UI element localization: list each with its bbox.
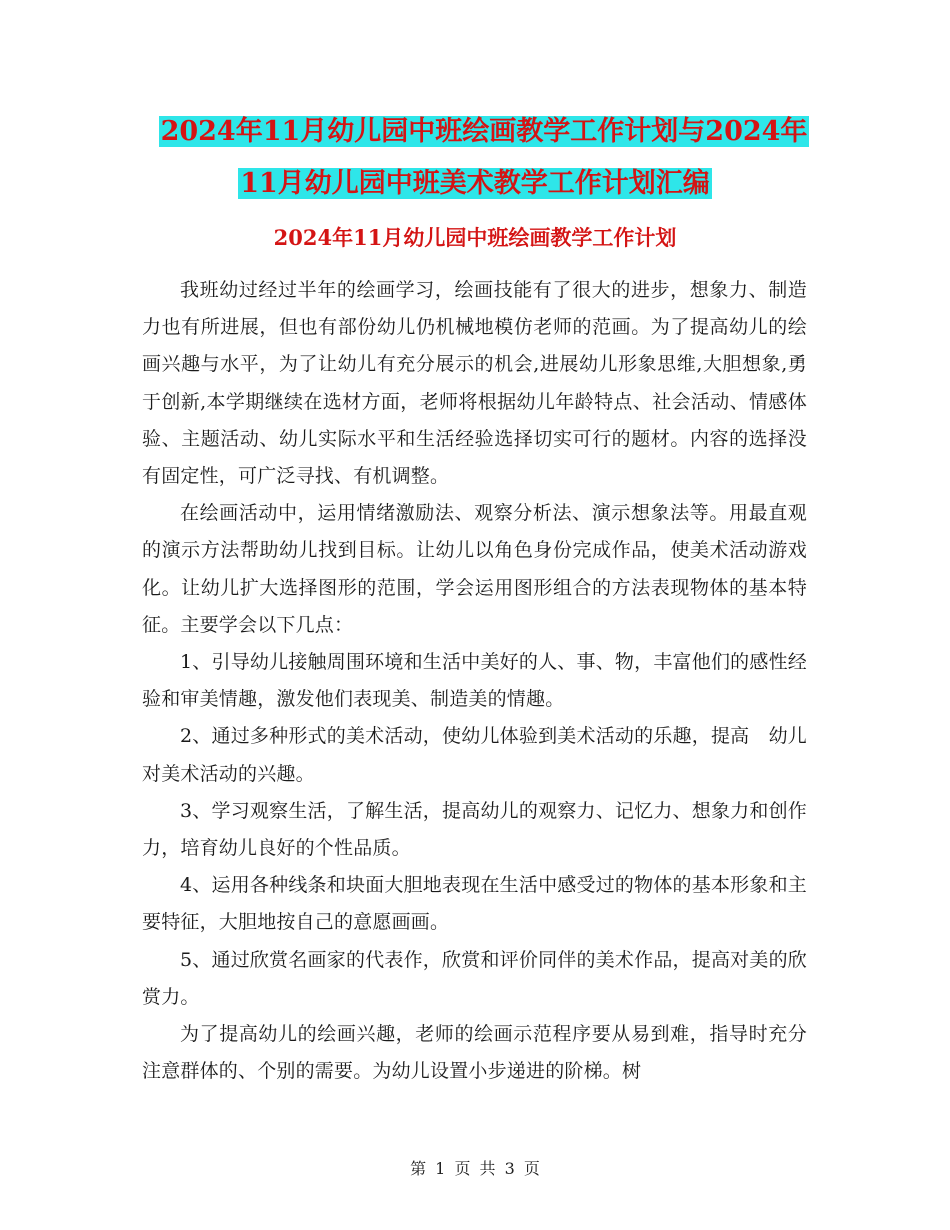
- title-line-1: [0, 112, 950, 152]
- title-line-2: [0, 164, 950, 204]
- list-item: 3、学习观察生活，了解生活，提高幼儿的观察力、记忆力、想象力和创作力，培育幼儿良好的个性品质。: [142, 799, 807, 860]
- list-item: 1、引导幼儿接触周围环境和生活中美好的人、事、物，丰富他们的感性经验和审美情趣，激发他们表现美、制造美的情趣。: [142, 651, 807, 711]
- title-line-1-text: 2024年11月幼儿园中班绘画教学工作计划与2024年: [160, 116, 808, 147]
- paragraph: 在绘画活动中，运用情绪激励法、观察分析法、演示想象法等。用最直观的演示方法帮助幼儿找到目标。让幼儿以角色身份完成作品，使美术活动游戏化。让幼儿扩大选择图形的范围，学会运用图形组合的方法表现物体的基本特征。主要学会以下几点：: [142, 502, 807, 636]
- list-item: 5、通过欣赏名画家的代表作，欣赏和评价同伴的美术作品，提高对美的欣赏力。: [142, 948, 807, 1008]
- paragraph: 我班幼过经过半年的绘画学习，绘画技能有了很大的进步，想象力、制造力也有所进展，但也有部份幼儿仍机械地模仿老师的范画。为了提高幼儿的绘画兴趣与水平，为了让幼儿有充分展示的机会,进展幼儿形象思维,大胆想象,勇于创新,本学期继续在选材方面，老师将根据幼儿年龄特点、社会活动、情感体验、主题活动、幼儿实际水平和生活经验选择切实可行的题材。内容的选择没有固定性，可广泛寻找、有机调整。: [142, 279, 807, 488]
- list-item: 4、运用各种线条和块面大胆地表现在生活中感受过的物体的基本形象和主要特征，大胆地按自己的意愿画画。: [142, 874, 807, 934]
- document-body: [142, 272, 807, 1090]
- document-title: [0, 112, 950, 204]
- list-item: 2、通过多种形式的美术活动，使幼儿体验到美术活动的乐趣，提高 幼儿对美术活动的兴趣。: [142, 725, 807, 785]
- page-footer: 第 1 页 共 3 页: [410, 1159, 540, 1178]
- title-line-2-text: 11月幼儿园中班美术教学工作计划汇编: [240, 168, 710, 199]
- paragraph: 为了提高幼儿的绘画兴趣，老师的绘画示范程序要从易到难，指导时充分注意群体的、个别的需要。为幼儿设置小步递进的阶梯。树: [142, 1023, 807, 1083]
- section-heading: 2024年11月幼儿园中班绘画教学工作计划: [273, 225, 677, 250]
